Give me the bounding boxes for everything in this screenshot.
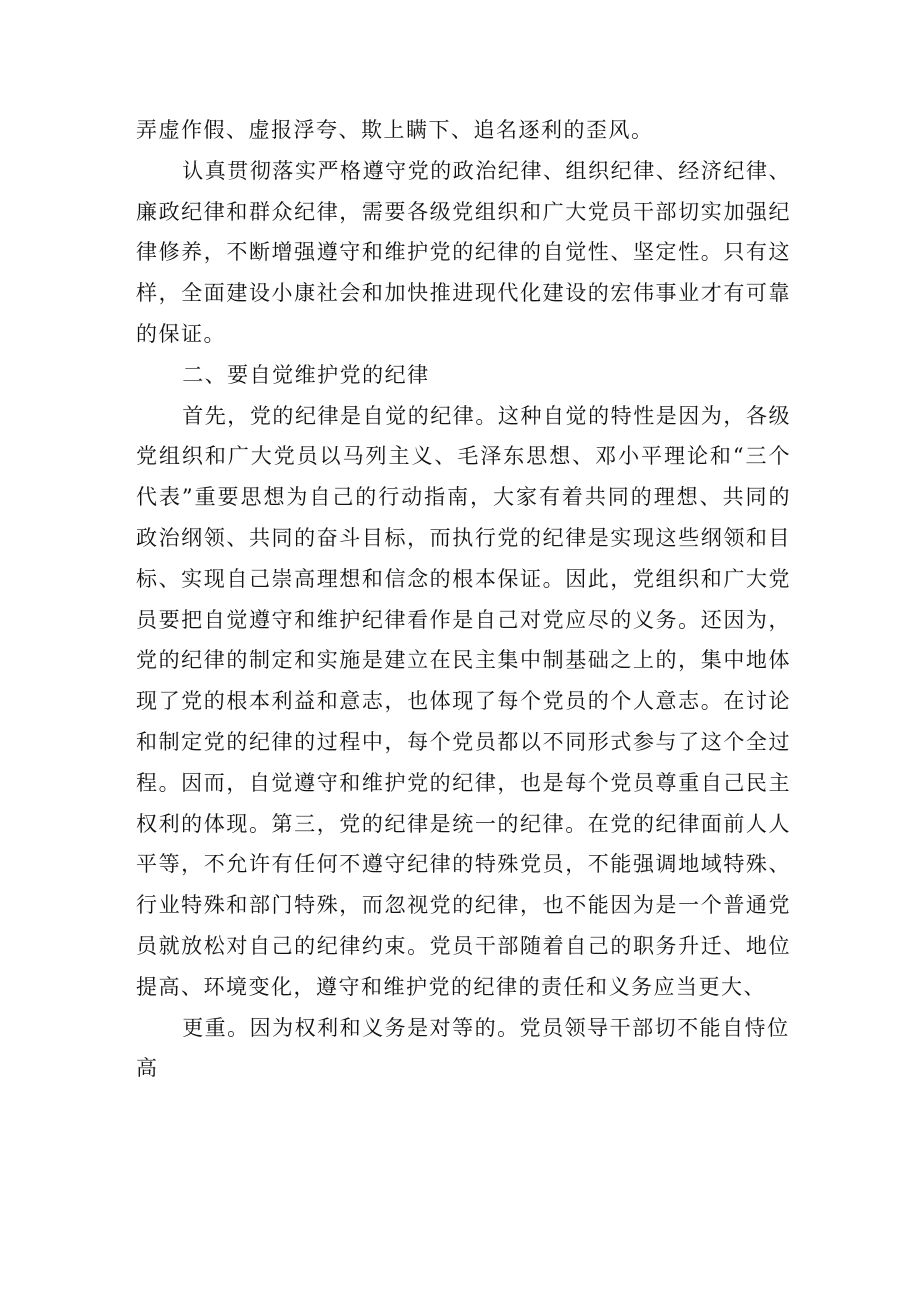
paragraph-continuation: 弄虚作假、虚报浮夸、欺上瞒下、追名逐利的歪风。 (136, 118, 654, 142)
paragraph-rights-and-duties: 更重。因为权利和义务是对等的。党员领导干部切不能自恃位高 (136, 1015, 790, 1081)
document-body (136, 110, 791, 1089)
paragraph-self-conscious-discipline: 首先，党的纪律是自觉的纪律。这种自觉的特性是因为，各级党组织和广大党员以马列主义、毛泽东思想、邓小平理论和“三个代表”重要思想为自己的行动指南，大家有着共同的理想、共同的政治纲领、共同的奋斗目标，而执行党的纪律是实现这些纲领和目标、实现自己崇高理想和信念的根本保证。因此，党组织和广大党员要把自觉遵守和维护纪律看作是自己对党应尽的义务。还因为，党的纪律的制定和实施是建立在民主集中制基础之上的，集中地体现了党的根本利益和意志，也体现了每个党员的个人意志。在讨论和制定党的纪律的过程中，每个党员都以不同形式参与了这个全过程。因而，自觉遵守和维护党的纪律，也是每个党员尊重自己民主权利的体现。第三，党的纪律是统一的纪律。在党的纪律面前人人平等，不允许有任何不遵守纪律的特殊党员，不能强调地域特殊、行业特殊和部门特殊，而忽视党的纪律，也不能因为是一个普通党员就放松对自己的纪律约束。党员干部随着自己的职务升迁、地位提高、环境变化，遵守和维护党的纪律的责任和义务应当更大、 (136, 403, 791, 999)
paragraph-discipline-requirements: 认真贯彻落实严格遵守党的政治纪律、组织纪律、经济纪律、廉政纪律和群众纪律，需要各级党组织和广大党员干部切实加强纪律修养，不断增强遵守和维护党的纪律的自觉性、坚定性。只有这样，全面建设小康社会和加快推进现代化建设的宏伟事业才有可靠的保证。 (136, 158, 791, 346)
section-heading: 二、要自觉维护党的纪律 (182, 362, 430, 387)
